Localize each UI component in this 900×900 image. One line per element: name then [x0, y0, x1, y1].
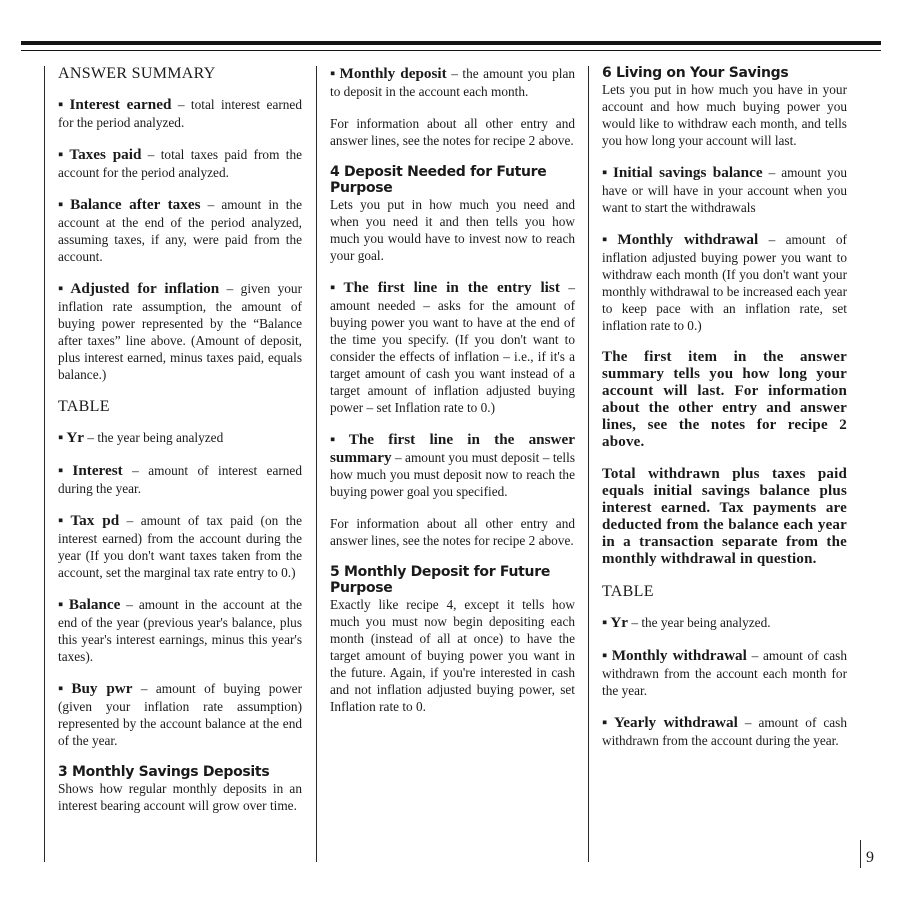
recipe-description: Lets you put in how much you have in your account and how much buying power you would like to withdraw each month, and tells you how long your account will last. — [602, 82, 847, 148]
recipe-heading: 3 Monthly Savings Deposits — [58, 764, 270, 780]
recipe-description: Exactly like recipe 4, except it tells how much you must now begin depositing each month (instead of all at once) to have the target amount of buying power you want in the future. Again, if you're interested in cash and not inflation adjusted buying power, set Inflation rate to 0. — [330, 597, 575, 714]
entry-term: ▪ Interest earned — [58, 96, 171, 113]
entry-desc: – given your inflation rate assumption, the amount of buying power represented by the “Balance after taxes” line above. (Amount of deposit, plus interest earned, minus taxes paid, equals balance.) — [58, 281, 302, 382]
entry-buy-pwr — [58, 680, 302, 749]
entry-term: ▪ Buy pwr — [58, 680, 133, 697]
entry-balance — [58, 596, 302, 665]
entry-interest-earned — [58, 96, 302, 131]
entry-term: ▪ Yearly withdrawal — [602, 714, 738, 731]
entry-desc: – total interest earned for the period analyzed. — [58, 97, 302, 130]
entry-balance-after-taxes — [58, 196, 302, 265]
page-number-divider — [860, 840, 861, 868]
entry-desc: – total taxes paid from the account for the period analyzed. — [58, 147, 302, 180]
column-3 — [602, 65, 847, 764]
recipe-description: Shows how regular monthly deposits in an interest bearing account will grow over time. — [58, 781, 302, 813]
entry-term: ▪ The first line in the answer summary — [330, 431, 575, 466]
entry-desc: – amount needed – asks for the amount of buying power you want to have at the end of the time you specify. (If you don't want to consider the effects of inflation – i.e., if it's a target amount of cash you want instead of a target amount of inflation adjusted buying power – set Inflation rate to 0.) — [330, 280, 575, 415]
page-number: 9 — [866, 849, 874, 866]
info-paragraph: For information about all other entry and answer lines, see the notes for recipe 2 above. — [330, 116, 575, 148]
entry-term: ▪ The first line in the entry list — [330, 279, 560, 296]
recipe-heading: 6 Living on Your Savings — [602, 65, 789, 81]
bold-note: Total withdrawn plus taxes paid equals initial savings balance plus interest earned. Tax payments are deducted from the balance each year in a transaction separate from the monthly withdrawal in question. — [602, 466, 847, 567]
recipe-heading: 4 Deposit Needed for Future Purpose — [330, 164, 547, 196]
entry-desc: – amount in the account at the end of the year (previous year's balance, plus this year's interest earnings, minus this year's taxes). — [58, 597, 302, 664]
entry-desc: – amount you have or will have in your account when you want to start the withdrawals — [602, 165, 847, 215]
section-heading: TABLE — [58, 398, 110, 415]
entry-term: ▪ Monthly withdrawal — [602, 231, 758, 248]
column-2 — [330, 65, 575, 730]
entry-desc: – amount of inflation adjusted buying power you want to withdraw each month (If you don't want your monthly withdrawal to be increased each year to keep pace with an inflation rate, set inflation rate to 0.) — [602, 232, 847, 333]
entry-term: ▪ Monthly deposit — [330, 65, 447, 82]
entry-interest — [58, 462, 302, 497]
column-1 — [58, 65, 302, 829]
top-rule-thin — [21, 50, 881, 51]
entry-desc: – the amount you plan to deposit in the account each month. — [330, 66, 575, 99]
entry-term: ▪ Monthly withdrawal — [602, 647, 747, 664]
entry-first-line-answer — [330, 431, 575, 500]
entry-term: ▪ Initial savings balance — [602, 164, 763, 181]
entry-term: ▪ Interest — [58, 462, 123, 479]
entry-first-line-entry — [330, 279, 575, 416]
info-paragraph: For information about all other entry and answer lines, see the notes for recipe 2 above. — [330, 516, 575, 548]
entry-term: ▪ Balance — [58, 596, 120, 613]
entry-desc: – amount in the account at the end of the period analyzed, assuming taxes, if any, were paid from the account. — [58, 197, 303, 264]
entry-term: ▪ Yr — [602, 614, 628, 631]
entry-desc: – the year being analyzed. — [628, 615, 771, 630]
entry-term: ▪ Taxes paid — [58, 146, 141, 163]
entry-term: ▪ Balance after taxes — [58, 196, 201, 213]
entry-term: ▪ Yr — [58, 429, 84, 446]
bold-note: The first item in the answer summary tells you how long your account will last. For information about the other entry and answer lines, see the notes for recipe 2 above. — [602, 349, 847, 450]
column-divider — [588, 66, 589, 862]
entry-yearly-withdrawal — [602, 714, 847, 749]
column-divider — [44, 66, 45, 862]
entry-desc: – amount of cash withdrawn from the account each month for the year. — [602, 648, 847, 698]
top-rule-thick — [21, 41, 881, 45]
entry-desc: – amount you must deposit – tells how much you must deposit now to reach the buying power goal you specified. — [330, 450, 575, 499]
section-heading: TABLE — [602, 583, 654, 600]
entry-desc: – amount of tax paid (on the interest earned) from the account during the year (If you don't want taxes taken from the account, set the marginal tax rate entry to 0.) — [58, 513, 302, 580]
entry-desc: – the year being analyzed — [84, 430, 224, 445]
entry-yr — [58, 429, 302, 447]
entry-taxes-paid — [58, 146, 302, 181]
recipe-heading: 5 Monthly Deposit for Future Purpose — [330, 564, 551, 596]
column-divider — [316, 66, 317, 862]
entry-adjusted-for-inflation — [58, 280, 302, 383]
entry-term: ▪ Tax pd — [58, 512, 119, 529]
entry-yr — [602, 614, 847, 632]
entry-initial-savings — [602, 164, 847, 216]
entry-tax-pd — [58, 512, 302, 581]
entry-table-monthly-withdrawal — [602, 647, 847, 699]
section-heading: ANSWER SUMMARY — [58, 65, 216, 82]
entry-monthly-deposit — [330, 65, 575, 100]
entry-desc: – amount of interest earned during the year. — [58, 463, 302, 496]
entry-desc: – amount of buying power (given your inflation rate assumption) represented by the account balance at the end of the year. — [58, 681, 302, 748]
recipe-description: Lets you put in how much you need and when you need it and then tells you how much you would have to invest now to reach your goal. — [330, 197, 575, 263]
entry-monthly-withdrawal — [602, 231, 847, 334]
entry-term: ▪ Adjusted for inflation — [58, 280, 219, 297]
entry-desc: – amount of cash withdrawn from the account during the year. — [602, 715, 847, 748]
